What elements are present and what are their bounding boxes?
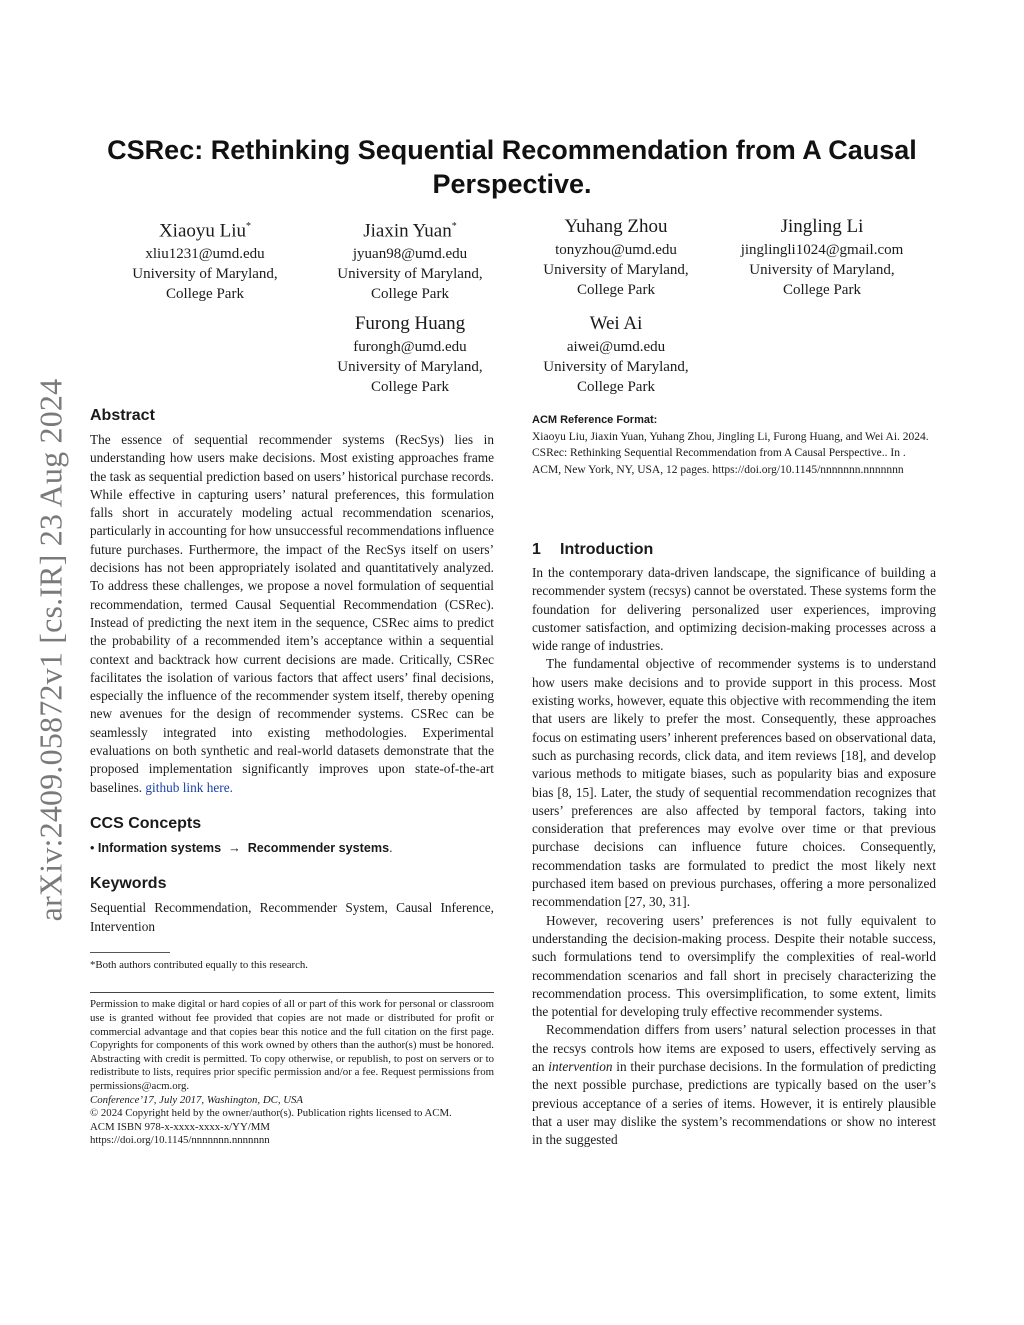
author-name: Xiaoyu Liu*	[158, 220, 252, 242]
author-block	[100, 215, 310, 304]
acm-reference-label: ACM Reference Format:	[532, 414, 658, 426]
ccs-concepts: • Information systems → Recommender systems.	[90, 840, 393, 855]
conference-line: Conference’17, July 2017, Washington, DC, USA	[90, 1093, 304, 1106]
arxiv-identifier: arXiv:2409.05872v1 [cs.IR] 23 Aug 2024	[32, 378, 69, 922]
isbn-line: ACM ISBN 978-x-xxxx-xxxx-x/YY/MM	[90, 1120, 270, 1133]
intro-paragraph: In the contemporary data-driven landscape, the significance of building a recommender system (recsys) cannot be overstated. These systems form the foundation for delivering personalized user experiences, improving customer satisfaction, and optimizing decision-making processes across a wide range of industries.	[532, 565, 936, 654]
author-affiliation: University of Maryland,	[337, 359, 483, 375]
keywords-heading: Keywords	[90, 875, 167, 893]
intro-paragraph: Recommendation differs from users’ natural selection processes in that the recsys controls how items are exposed to users, effectively serving as an intervention in their purchase decisions. In the formulation of predicting the next possible purchase, predictions are typically based on the user’s previous acceptance of a series of items. However, it is entirely plausible that a user may dislike the system’s recommendations or show no interest in the suggested	[532, 1022, 937, 1148]
author-location: College Park	[783, 282, 861, 298]
footnote: *Both authors contributed equally to this research.	[90, 958, 308, 971]
permission-notice	[90, 998, 494, 1148]
github-link[interactable]: github link here.	[145, 779, 233, 795]
keywords-text: Sequential Recommendation, Recommender System, Causal Inference, Intervention	[90, 900, 494, 934]
author-affiliation: University of Maryland,	[543, 359, 689, 375]
author-location: College Park	[166, 286, 244, 303]
intro-paragraph: The fundamental objective of recommender systems is to understand how users make decisions and to provide support in this process. Most existing works, however, equate this objective with recommending the item that users are likely to prefer the most. Consequently, these approaches focus on estimating users’ inherent preferences based on observational data, such as purchasing records, click data, and item reviews [18], and develop various methods to mitigate biases, such as popularity bias and exposure bias [8, 15]. Later, the study of sequential recommendation recognizes that users’ preferences are also affected by temporal factors, taking into consideration that preferences may evolve over time or that previous purchase decisions can influence future choices. Consequently, recommendation tasks are formulated to predict the most likely next purchased item based on previous purchases, offering a more personalized recommendation [27, 30, 31].	[532, 656, 936, 910]
intro-paragraph: However, recovering users’ preferences is not fully equivalent to understanding the decision-making process. Despite their notable success, such formulations tend to oversimplify the complexities of real-world recommendation scenarios and fall short in precisely characterizing the recommendation process. This oversimplification, to some extent, limits the potential for developing truly effective recommender systems.	[532, 912, 936, 1020]
author-location: College Park	[577, 282, 655, 298]
author-name: Jiaxin Yuan*	[363, 220, 457, 242]
author-email: jinglingli1024@gmail.com	[740, 242, 904, 258]
abstract-heading: Abstract	[90, 407, 155, 424]
author-block	[305, 215, 515, 304]
acm-reference-text: Xiaoyu Liu, Jiaxin Yuan, Yuhang Zhou, Jingling Li, Furong Huang, and Wei Ai. 2024. CSRec: Rethinking Sequential Recommendation from A Causal Perspective.. In . ACM, New York, NY, USA, 12 pages. https://doi.org/10.1145/nnnnnnn.nnnnnnn	[532, 430, 929, 476]
doi-line: https://doi.org/10.1145/nnnnnnn.nnnnnnn	[90, 1134, 270, 1147]
acm-reference	[532, 412, 936, 478]
author-affiliation: University of Maryland,	[337, 266, 483, 283]
author-email: furongh@umd.edu	[353, 339, 467, 355]
equal-contribution-mark: *	[246, 221, 252, 232]
author-location: College Park	[371, 286, 449, 303]
author-block	[717, 215, 927, 300]
author-location: College Park	[577, 379, 655, 395]
author-name: Furong Huang	[354, 313, 466, 334]
author-email: tonyzhou@umd.edu	[555, 242, 677, 258]
equal-contribution-mark: *	[451, 221, 457, 232]
paper-title: CSRec: Rethinking Sequential Recommendation from A Causal Perspective.	[107, 135, 917, 199]
author-block	[511, 312, 721, 397]
left-column	[90, 405, 494, 1148]
author-affiliation: University of Maryland,	[132, 266, 278, 283]
permission-divider	[90, 992, 494, 993]
author-name: Yuhang Zhou	[564, 216, 668, 237]
introduction-section	[532, 539, 936, 1150]
author-email: xliu1231@umd.edu	[145, 246, 265, 263]
introduction-heading: 1 Introduction	[532, 541, 654, 558]
author-name: Wei Ai	[589, 313, 643, 334]
ccs-heading: CCS Concepts	[90, 814, 202, 832]
permission-text: Permission to make digital or hard copies of all or part of this work for personal or classroom use is granted without fee provided that copies are not made or distributed for profit or commercial advantage and that copies bear this notice and the full citation on the first page. Copyrights for components of this work owned by others than the author(s) must be honored. Abstracting with credit is permitted. To copy otherwise, or republish, to post on servers or to redistribute to lists, requires prior specific permission and/or a fee. Request permissions from permissions@acm.org.	[90, 998, 494, 1092]
abstract-body: The essence of sequential recommender systems (RecSys) lies in understanding how users make decisions. Most existing approaches frame the task as sequential prediction based on users’ historical purchase records. While effective in capturing users’ natural preferences, this formulation falls short in accurately modeling actual recommendation scenarios, particularly in accounting for how unsuccessful recommendations influence future purchases. Furthermore, the impact of the RecSys itself on users’ decisions has not been appropriately isolated and quantitatively analyzed. To address these challenges, we propose a novel formulation of sequential recommendation, termed Causal Sequential Recommendation (CSRec). Instead of predicting the next item in the sequence, CSRec aims to predict the probability of a recommended item’s acceptance within a sequential context and backtrack how current decisions are made. Critically, CSRec facilitates the isolation of various factors that affect users’ final decisions, especially the influence of the recommender system itself, thereby opening new avenues for the design of recommender systems. CSRec can be seamlessly integrated into existing methodologies. Experimental evaluations on both synthetic and real-world datasets demonstrate that the proposed implementation significantly improves upon state-of-the-art baselines. github link here.	[90, 432, 494, 795]
copyright-line: © 2024 Copyright held by the owner/author(s). Publication rights licensed to ACM.	[90, 1107, 452, 1120]
author-block	[511, 215, 721, 300]
footnote-divider	[90, 952, 170, 953]
author-name: Jingling Li	[780, 216, 864, 237]
author-affiliation: University of Maryland,	[749, 262, 895, 278]
author-affiliation: University of Maryland,	[543, 262, 689, 278]
author-email: jyuan98@umd.edu	[352, 246, 468, 263]
author-email: aiwei@umd.edu	[566, 339, 666, 355]
author-location: College Park	[371, 379, 449, 395]
author-block	[305, 312, 515, 397]
